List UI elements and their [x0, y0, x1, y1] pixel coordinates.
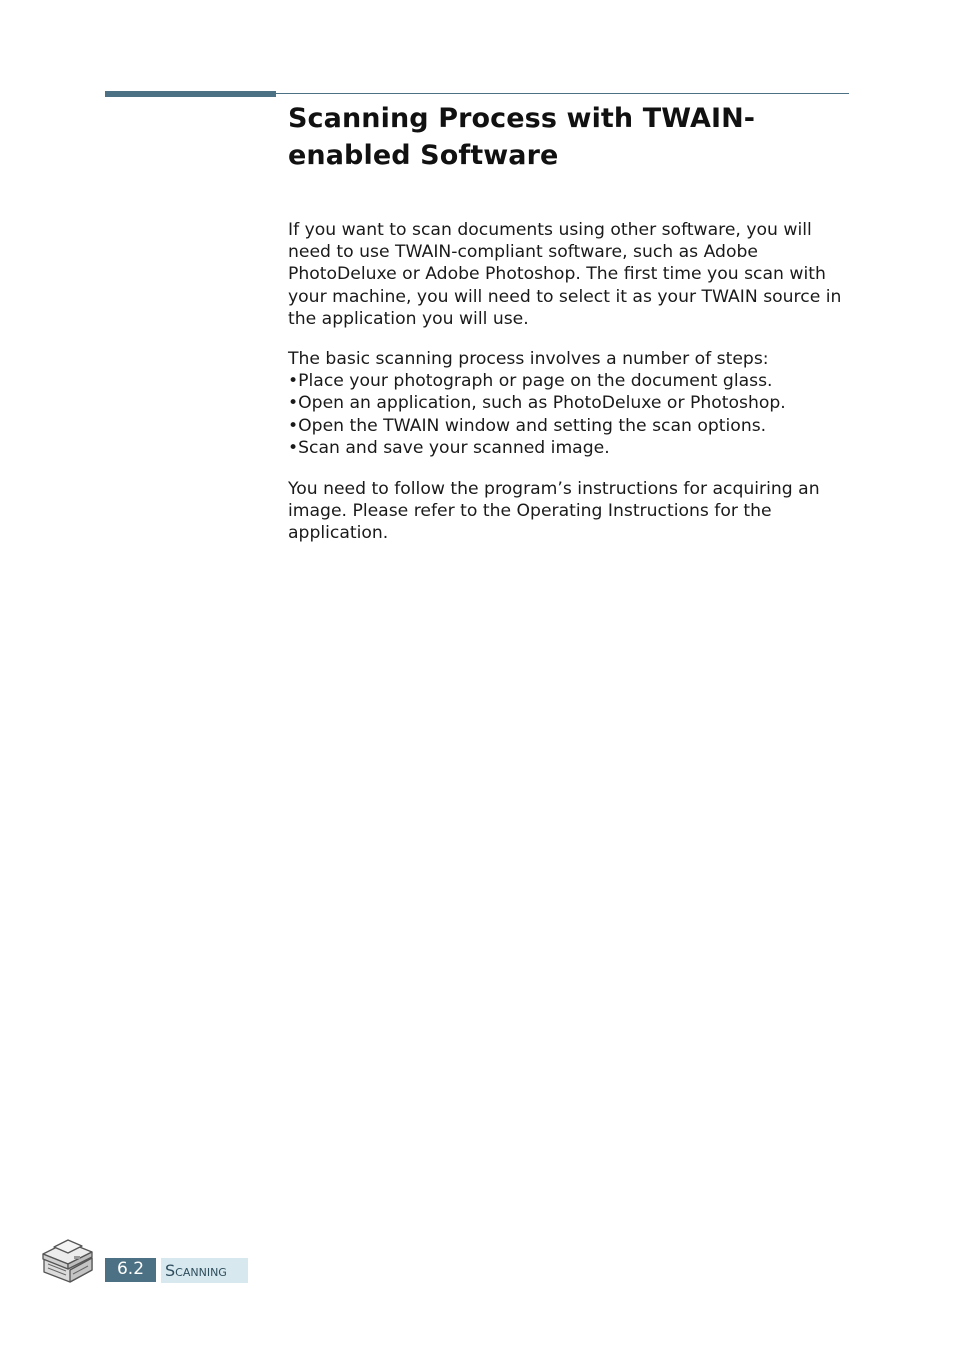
steps-list: [288, 370, 850, 459]
multifunction-printer-icon: [40, 1234, 96, 1286]
list-item: • Open the TWAIN window and setting the scan options.: [288, 415, 850, 437]
list-item: • Scan and save your scanned image.: [288, 437, 850, 459]
chapter-label: Scanning: [161, 1258, 248, 1283]
header-rule-thin: [276, 93, 849, 94]
steps-intro: The basic scanning process involves a number of steps:: [288, 349, 769, 370]
header-rule-thick: [105, 91, 276, 97]
section-title: Scanning Process with TWAIN-enabled Software: [288, 103, 756, 171]
intro-paragraph: If you want to scan documents using other software, you will need to use TWAIN-compliant software, such as Adobe PhotoDeluxe or Adobe Photoshop. The first time you scan with your machine, you will need to select it as your TWAIN source in the application you will use.: [288, 220, 842, 329]
page-number: 6.2: [105, 1258, 156, 1282]
main-content: [288, 100, 850, 545]
closing-paragraph: You need to follow the program’s instructions for acquiring an image. Please refer to the Operating Instructions for the application.: [288, 479, 820, 544]
list-item: • Place your photograph or page on the document glass.: [288, 370, 850, 392]
list-item: • Open an application, such as PhotoDeluxe or Photoshop.: [288, 392, 850, 414]
